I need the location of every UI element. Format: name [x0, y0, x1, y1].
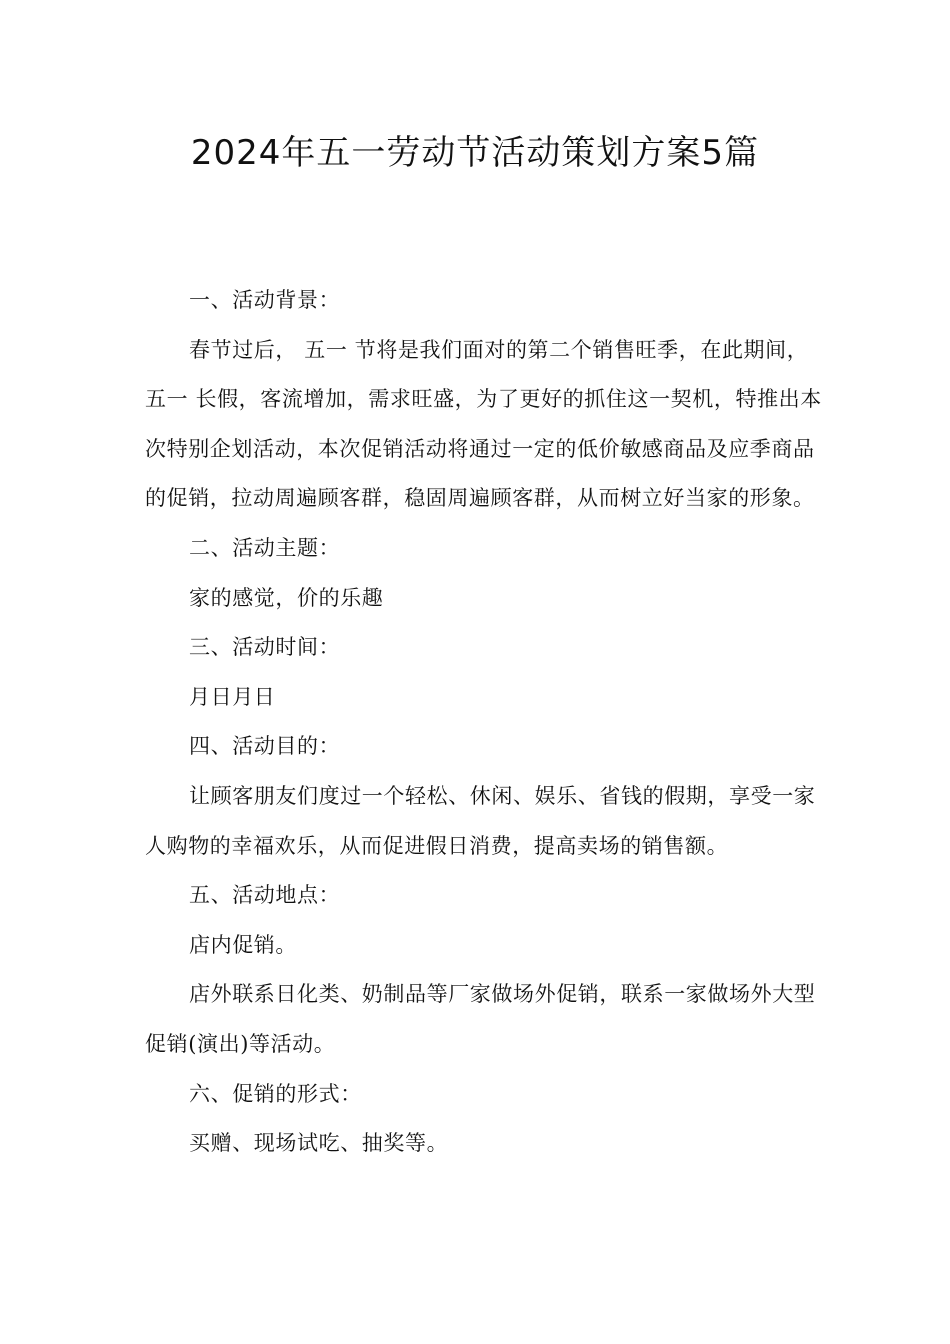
section-heading-background: 一、活动背景：: [189, 288, 341, 312]
paragraph-background: 春节过后， 五一 节将是我们面对的第二个销售旺季，在此期间， 五一 长假，客流增加，需求旺盛，为了更好的抓住这一契机，特推出本次特别企划活动，本次促销活动将通过一定的低价敏感商品及应季商品的促销，拉动周遍顾客群，稳固周遍顾客群，从而树立好当家的形象。: [145, 337, 822, 511]
section-heading-purpose: 四、活动目的：: [189, 734, 341, 759]
document-title: 2024年五一劳动节活动策划方案5篇: [190, 133, 760, 173]
paragraph-purpose: 让顾客朋友们度过一个轻松、休闲、娱乐、省钱的假期，享受一家人购物的幸福欢乐，从而促进假日消费，提高卖场的销售额。: [145, 783, 816, 858]
paragraph-time: 月日月日: [189, 684, 276, 709]
section-heading-time: 三、活动时间：: [189, 635, 341, 660]
section-heading-theme: 二、活动主题：: [189, 535, 341, 560]
section-heading-promotion-form: 六、促销的形式：: [189, 1081, 362, 1106]
paragraph-location-instore: 店内促销。: [189, 932, 297, 957]
document-body: [145, 276, 825, 1169]
paragraph-promotion-form: 买赠、现场试吃、抽奖等。: [189, 1131, 449, 1156]
paragraph-location-outdoor: 店外联系日化类、奶制品等厂家做场外促销，联系一家做场外大型促销(演出)等活动。: [145, 982, 816, 1056]
section-heading-location: 五、活动地点：: [189, 883, 341, 908]
paragraph-theme: 家的感觉，价的乐趣: [189, 585, 384, 610]
